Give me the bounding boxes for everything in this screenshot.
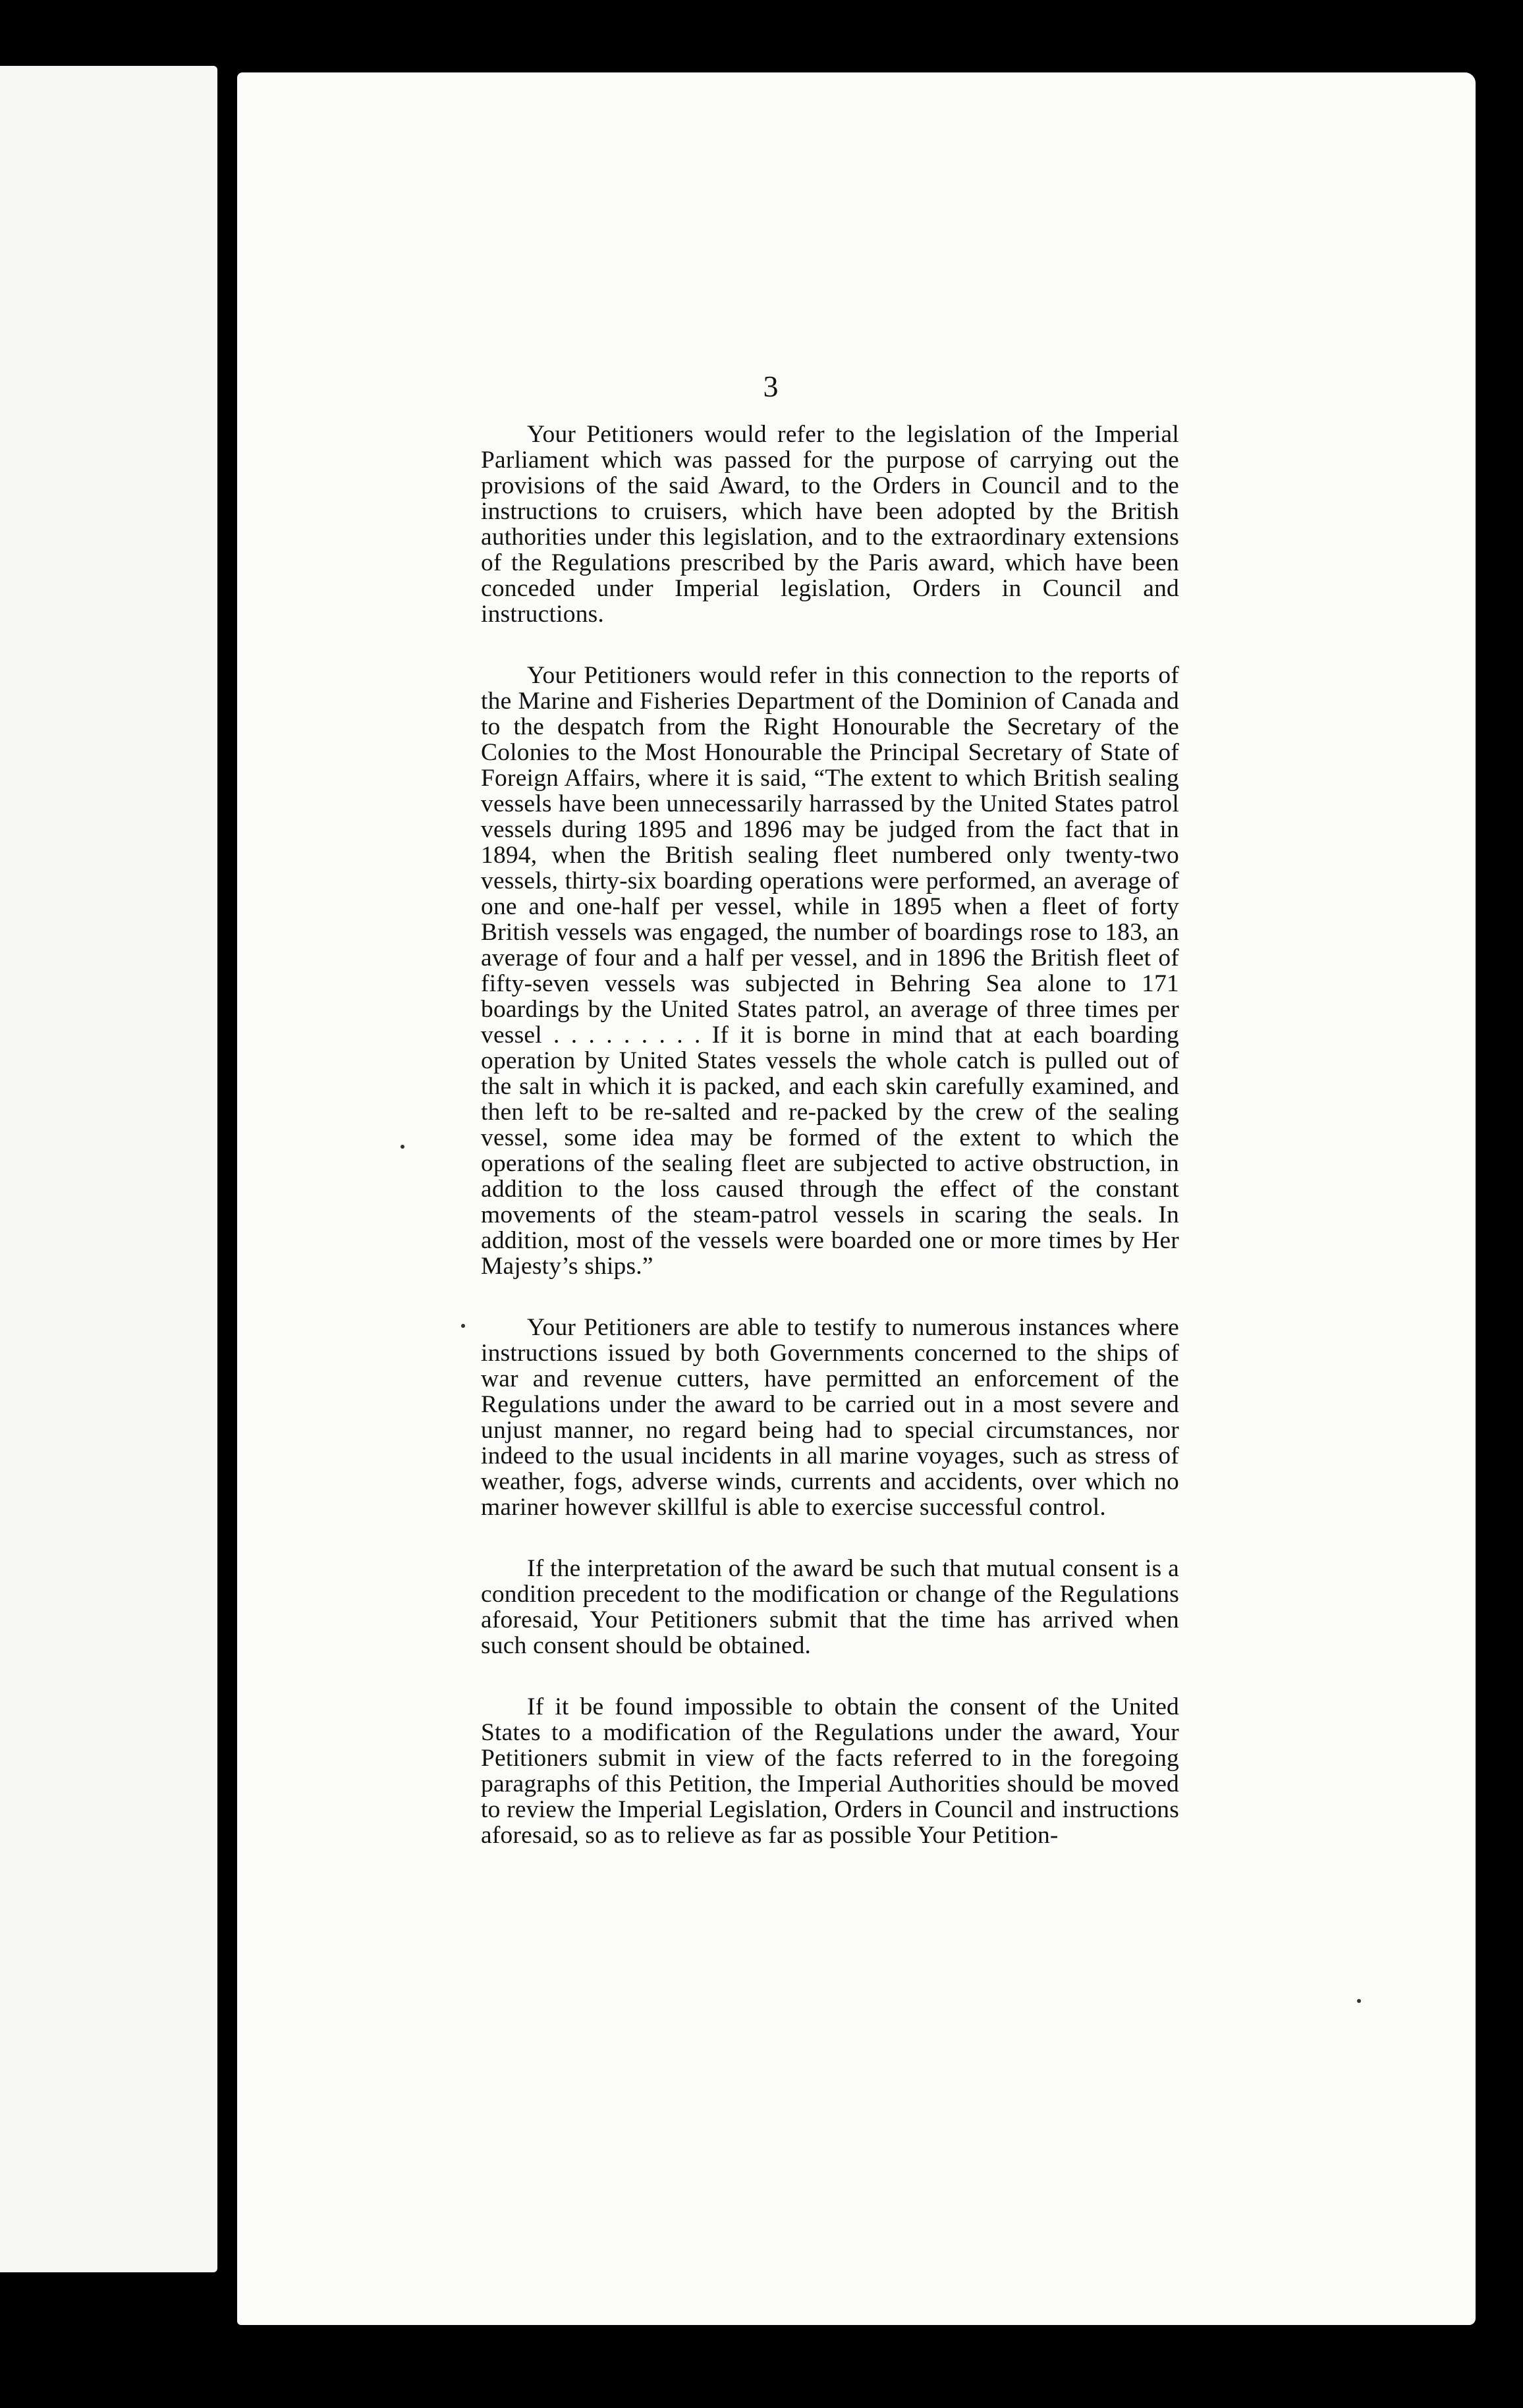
scan-speck <box>401 1145 404 1149</box>
paragraph-review-request: If it be found impossible to obtain the consent of the United States to a modification of the Regulations under the award, Your Petitioners submit in view of the facts referred to in the foregoing paragraphs of this Petition, the Imperial Authorities should be moved to review the Imperial Legislation, Orders in Council and instructions aforesaid, so as to relieve as far as possible Your Petition- <box>481 1693 1179 1849</box>
scan-speck <box>1357 1999 1361 2003</box>
page-number: 3 <box>763 369 779 403</box>
paragraph-legislation: Your Petitioners would refer to the legislation of the Imperial Parliament which was passed for the purpose of carrying out the provisions of the said Award, to the Orders in Council and to the instructions to cruisers, which have been adopted by the British authorities under this legislation, and to the extraordinary extensions of the Regulations prescribed by the Paris award, which have been conceded under Imperial legislation, Orders in Council and instructions. <box>481 421 1179 628</box>
body-text <box>481 422 1179 1884</box>
previous-page-edge <box>0 66 217 2272</box>
scan-speck <box>461 1324 465 1328</box>
paragraph-testimony: Your Petitioners are able to testify to numerous instances where instructions issued by both Governments concerned to the ships of war and revenue cutters, have permitted an enforcement of the Regulations under the award to be carried out in a most severe and unjust manner, no regard being had to special circumstances, nor indeed to the usual incidents in all marine voyages, such as stress of weather, fogs, adverse winds, currents and accidents, over which no mariner however skillful is able to exercise successful control. <box>481 1314 1179 1521</box>
paragraph-mutual-consent: If the interpretation of the award be such that mutual consent is a condition precedent to the modification or change of the Regulations aforesaid, Your Petitioners submit that the time has arrived when such consent should be obtained. <box>481 1555 1179 1659</box>
paragraph-reports-quote: Your Petitioners would refer in this connection to the reports of the Marine and Fisheries Department of the Dominion of Canada and to the despatch from the Right Honourable the Secretary of the Colonies to the Most Honourable the Principal Secretary of State of Foreign Affairs, where it is said, “The extent to which British sealing vessels have been unnecessarily harrassed by the United States patrol vessels during 1895 and 1896 may be judged from the fact that in 1894, when the British sealing fleet numbered only twenty-two vessels, thirty-six boarding operations were performed, an average of one and one-half per vessel, while in 1895 when a fleet of forty British vessels was engaged, the number of boardings rose to 183, an average of four and a half per vessel, and in 1896 the British fleet of fifty-seven vessels was subjected in Behring Sea alone to 171 boardings by the United States patrol, an average of three times per vessel . . . . . . . . . If it is borne in mind that at each boarding operation by United States vessels the whole catch is pulled out of the salt in which it is packed, and each skin carefully examined, and then left to be re-salted and re-packed by the crew of the sealing vessel, some idea may be formed of the extent to which the operations of the sealing fleet are subjected to active obstruction, in addition to the loss caused through the effect of the constant movements of the steam-patrol vessels in scaring the seals. In addition, most of the vessels were boarded one or more times by Her Majesty’s ships.” <box>481 662 1179 1280</box>
